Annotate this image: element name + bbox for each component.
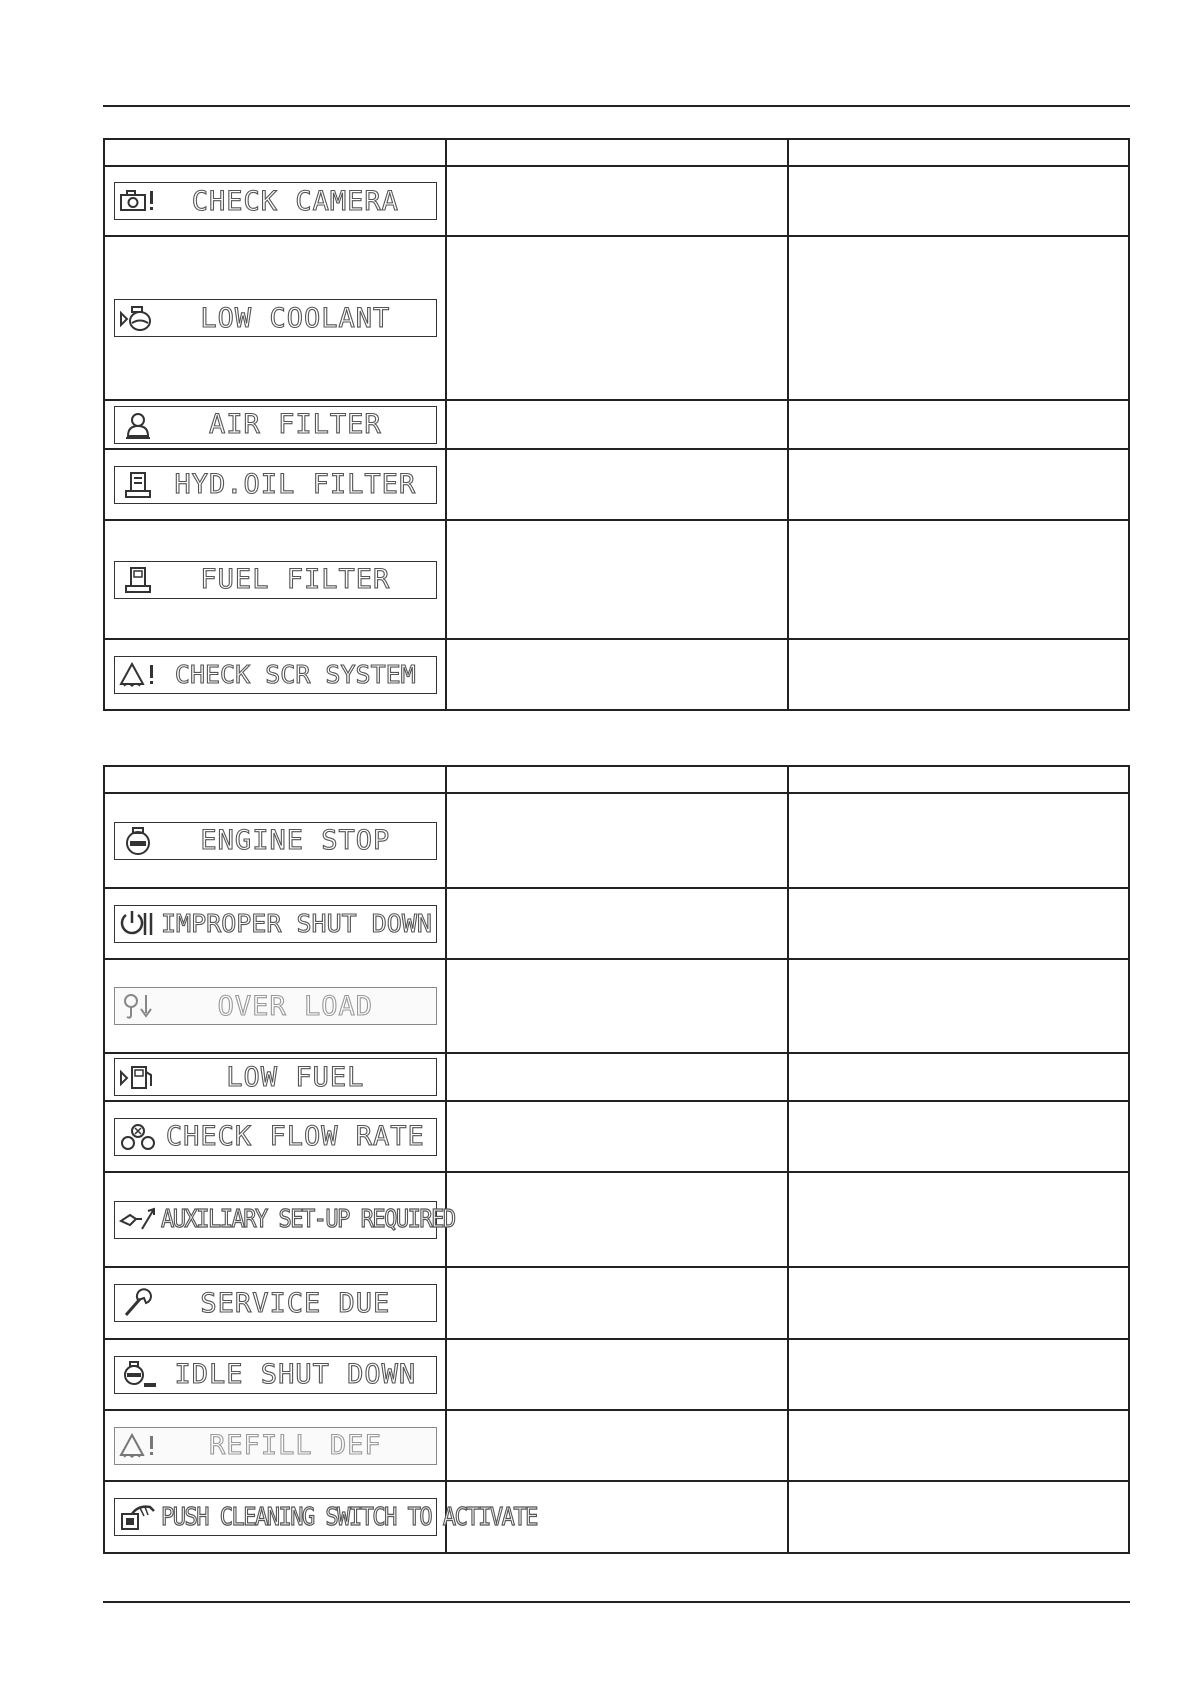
header-cell bbox=[104, 766, 446, 793]
lcd-text: PUSH CLEANING SWITCH TO ACTIVATE bbox=[161, 1502, 537, 1532]
flow-rate-icon bbox=[115, 1119, 161, 1155]
description-cell bbox=[446, 1267, 789, 1339]
description-cell bbox=[446, 1339, 789, 1410]
lcd-message bbox=[114, 1118, 437, 1156]
camera-warning-icon bbox=[115, 183, 161, 219]
lcd-message bbox=[114, 406, 437, 444]
action-cell bbox=[788, 520, 1129, 639]
table-row bbox=[104, 166, 1129, 236]
table-row bbox=[104, 236, 1129, 400]
action-cell bbox=[788, 1410, 1129, 1481]
description-cell bbox=[446, 1101, 789, 1172]
table-row bbox=[104, 520, 1129, 639]
lcd-text: CHECK CAMERA bbox=[191, 185, 399, 217]
lcd-text: HYD.OIL FILTER bbox=[174, 469, 417, 500]
lcd-message bbox=[114, 182, 437, 220]
lcd-text: SERVICE DUE bbox=[200, 1287, 391, 1319]
lcd-text: AUXILIARY SET-UP REQUIRED bbox=[161, 1205, 455, 1234]
table-row bbox=[104, 400, 1129, 449]
lcd-message bbox=[114, 1356, 437, 1394]
action-cell bbox=[788, 1267, 1129, 1339]
table-row bbox=[104, 1481, 1129, 1553]
description-cell bbox=[446, 520, 789, 639]
lcd-message bbox=[114, 299, 437, 337]
action-cell bbox=[788, 959, 1129, 1053]
scr-system-warning-icon bbox=[115, 657, 161, 693]
action-cell bbox=[788, 639, 1129, 710]
description-cell bbox=[446, 236, 789, 400]
lcd-message bbox=[114, 1498, 537, 1536]
table-row bbox=[104, 959, 1129, 1053]
header-cell bbox=[446, 766, 789, 793]
lcd-message bbox=[114, 822, 437, 860]
header-cell bbox=[104, 139, 446, 166]
description-cell bbox=[446, 1053, 789, 1101]
lcd-text: LOW COOLANT bbox=[200, 302, 391, 334]
action-cell bbox=[788, 1339, 1129, 1410]
table-header-row bbox=[104, 139, 1129, 166]
cleaning-switch-icon bbox=[115, 1499, 161, 1535]
lcd-message bbox=[114, 1427, 437, 1465]
warning-table-top bbox=[103, 138, 1130, 711]
hydraulic-oil-filter-icon bbox=[115, 467, 161, 503]
def-warning-icon bbox=[115, 1428, 161, 1464]
footer-rule bbox=[103, 1601, 1130, 1603]
header-cell bbox=[788, 139, 1129, 166]
table-row bbox=[104, 888, 1129, 959]
table-row bbox=[104, 1339, 1129, 1410]
header-cell bbox=[788, 766, 1129, 793]
action-cell bbox=[788, 166, 1129, 236]
low-coolant-icon bbox=[115, 300, 161, 336]
table-row bbox=[104, 1053, 1129, 1101]
lcd-message bbox=[114, 656, 437, 694]
air-filter-icon bbox=[115, 407, 161, 443]
table-row bbox=[104, 1172, 1129, 1267]
lcd-text: AIR FILTER bbox=[209, 409, 382, 440]
improper-shutdown-icon bbox=[115, 906, 161, 942]
action-cell bbox=[788, 449, 1129, 520]
table-header-row bbox=[104, 766, 1129, 793]
description-cell bbox=[446, 449, 789, 520]
table-row bbox=[104, 1101, 1129, 1172]
auxiliary-setup-icon bbox=[115, 1202, 161, 1238]
header-cell bbox=[446, 139, 789, 166]
description-cell bbox=[446, 166, 789, 236]
lcd-text: REFILL DEF bbox=[209, 1430, 382, 1461]
description-cell bbox=[446, 1410, 789, 1481]
action-cell bbox=[788, 1053, 1129, 1101]
action-cell bbox=[788, 793, 1129, 888]
lcd-message bbox=[114, 1058, 437, 1096]
lcd-text: ENGINE STOP bbox=[200, 825, 391, 856]
table-row bbox=[104, 1267, 1129, 1339]
lcd-message bbox=[114, 905, 437, 943]
lcd-message bbox=[114, 561, 437, 599]
action-cell bbox=[788, 400, 1129, 449]
lcd-text: IDLE SHUT DOWN bbox=[174, 1359, 417, 1390]
table-row bbox=[104, 793, 1129, 888]
lcd-message bbox=[114, 1284, 437, 1322]
wrench-icon bbox=[115, 1285, 161, 1321]
engine-stop-icon bbox=[115, 823, 161, 859]
lcd-text: FUEL FILTER bbox=[200, 564, 391, 595]
action-cell bbox=[788, 1481, 1129, 1553]
table-row bbox=[104, 1410, 1129, 1481]
action-cell bbox=[788, 236, 1129, 400]
table-row bbox=[104, 639, 1129, 710]
header-rule bbox=[103, 105, 1130, 107]
lcd-text: IMPROPER SHUT DOWN bbox=[161, 909, 432, 938]
description-cell bbox=[446, 400, 789, 449]
lcd-message bbox=[114, 987, 437, 1025]
description-cell bbox=[446, 1172, 789, 1267]
lcd-text: LOW FUEL bbox=[226, 1061, 365, 1093]
lcd-text: CHECK SCR SYSTEM bbox=[174, 660, 416, 689]
fuel-filter-icon bbox=[115, 562, 161, 598]
overload-icon bbox=[115, 988, 161, 1024]
description-cell bbox=[446, 888, 789, 959]
lcd-text: OVER LOAD bbox=[217, 990, 373, 1022]
auto-stop-icon bbox=[115, 1357, 161, 1393]
table-row bbox=[104, 449, 1129, 520]
lcd-message bbox=[114, 1201, 455, 1239]
action-cell bbox=[788, 1172, 1129, 1267]
action-cell bbox=[788, 888, 1129, 959]
low-fuel-icon bbox=[115, 1059, 161, 1095]
description-cell bbox=[446, 959, 789, 1053]
lcd-message bbox=[114, 466, 437, 504]
lcd-text: CHECK FLOW RATE bbox=[165, 1121, 425, 1152]
warning-table-bottom bbox=[103, 765, 1130, 1554]
description-cell bbox=[446, 793, 789, 888]
description-cell bbox=[446, 639, 789, 710]
action-cell bbox=[788, 1101, 1129, 1172]
